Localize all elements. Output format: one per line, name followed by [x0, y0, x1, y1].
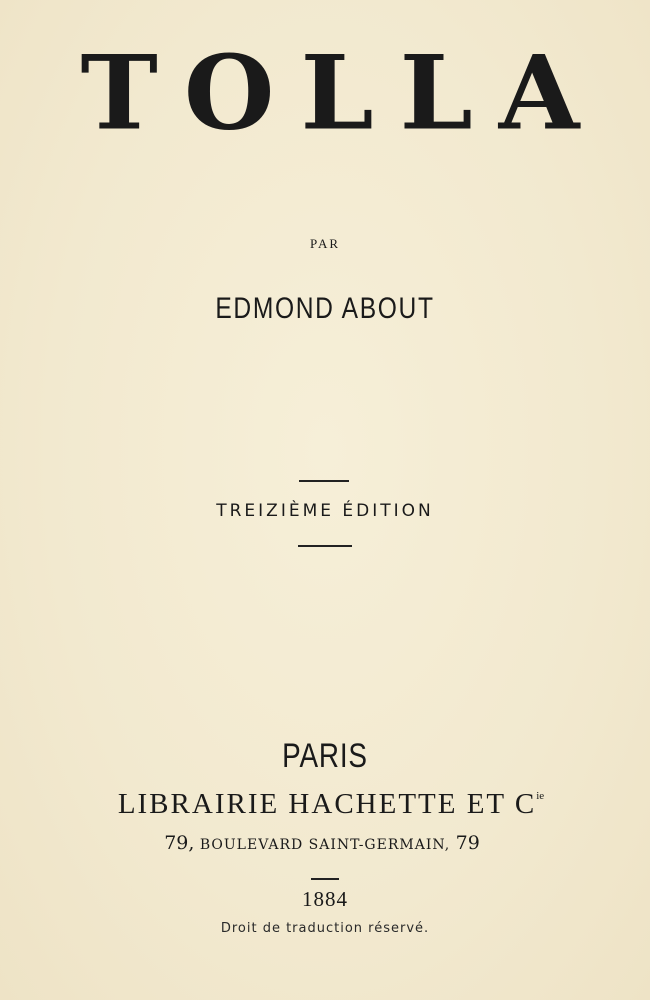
publisher-suffix: ie	[536, 790, 545, 802]
publication-city: PARIS	[282, 737, 368, 775]
author-name: EDMOND ABOUT	[215, 292, 435, 325]
divider-rule-top	[299, 480, 349, 482]
publication-year: 1884	[302, 887, 348, 911]
address-number-left: 79,	[164, 832, 195, 854]
edition-label: TREIZIÈME ÉDITION	[216, 501, 434, 521]
publisher-line	[6, 788, 650, 821]
address-number-right: 79	[455, 832, 480, 854]
book-title: TOLLA	[80, 32, 606, 153]
publisher-address	[0, 832, 647, 854]
by-label: PAR	[309, 236, 341, 251]
address-street: BOULEVARD SAINT-GERMAIN,	[199, 837, 451, 853]
publisher-name: LIBRAIRIE HACHETTE ET C	[117, 788, 537, 820]
rights-notice: Droit de traduction réservé.	[220, 921, 430, 936]
divider-rule-bottom	[298, 545, 352, 547]
divider-rule-short	[311, 878, 339, 880]
